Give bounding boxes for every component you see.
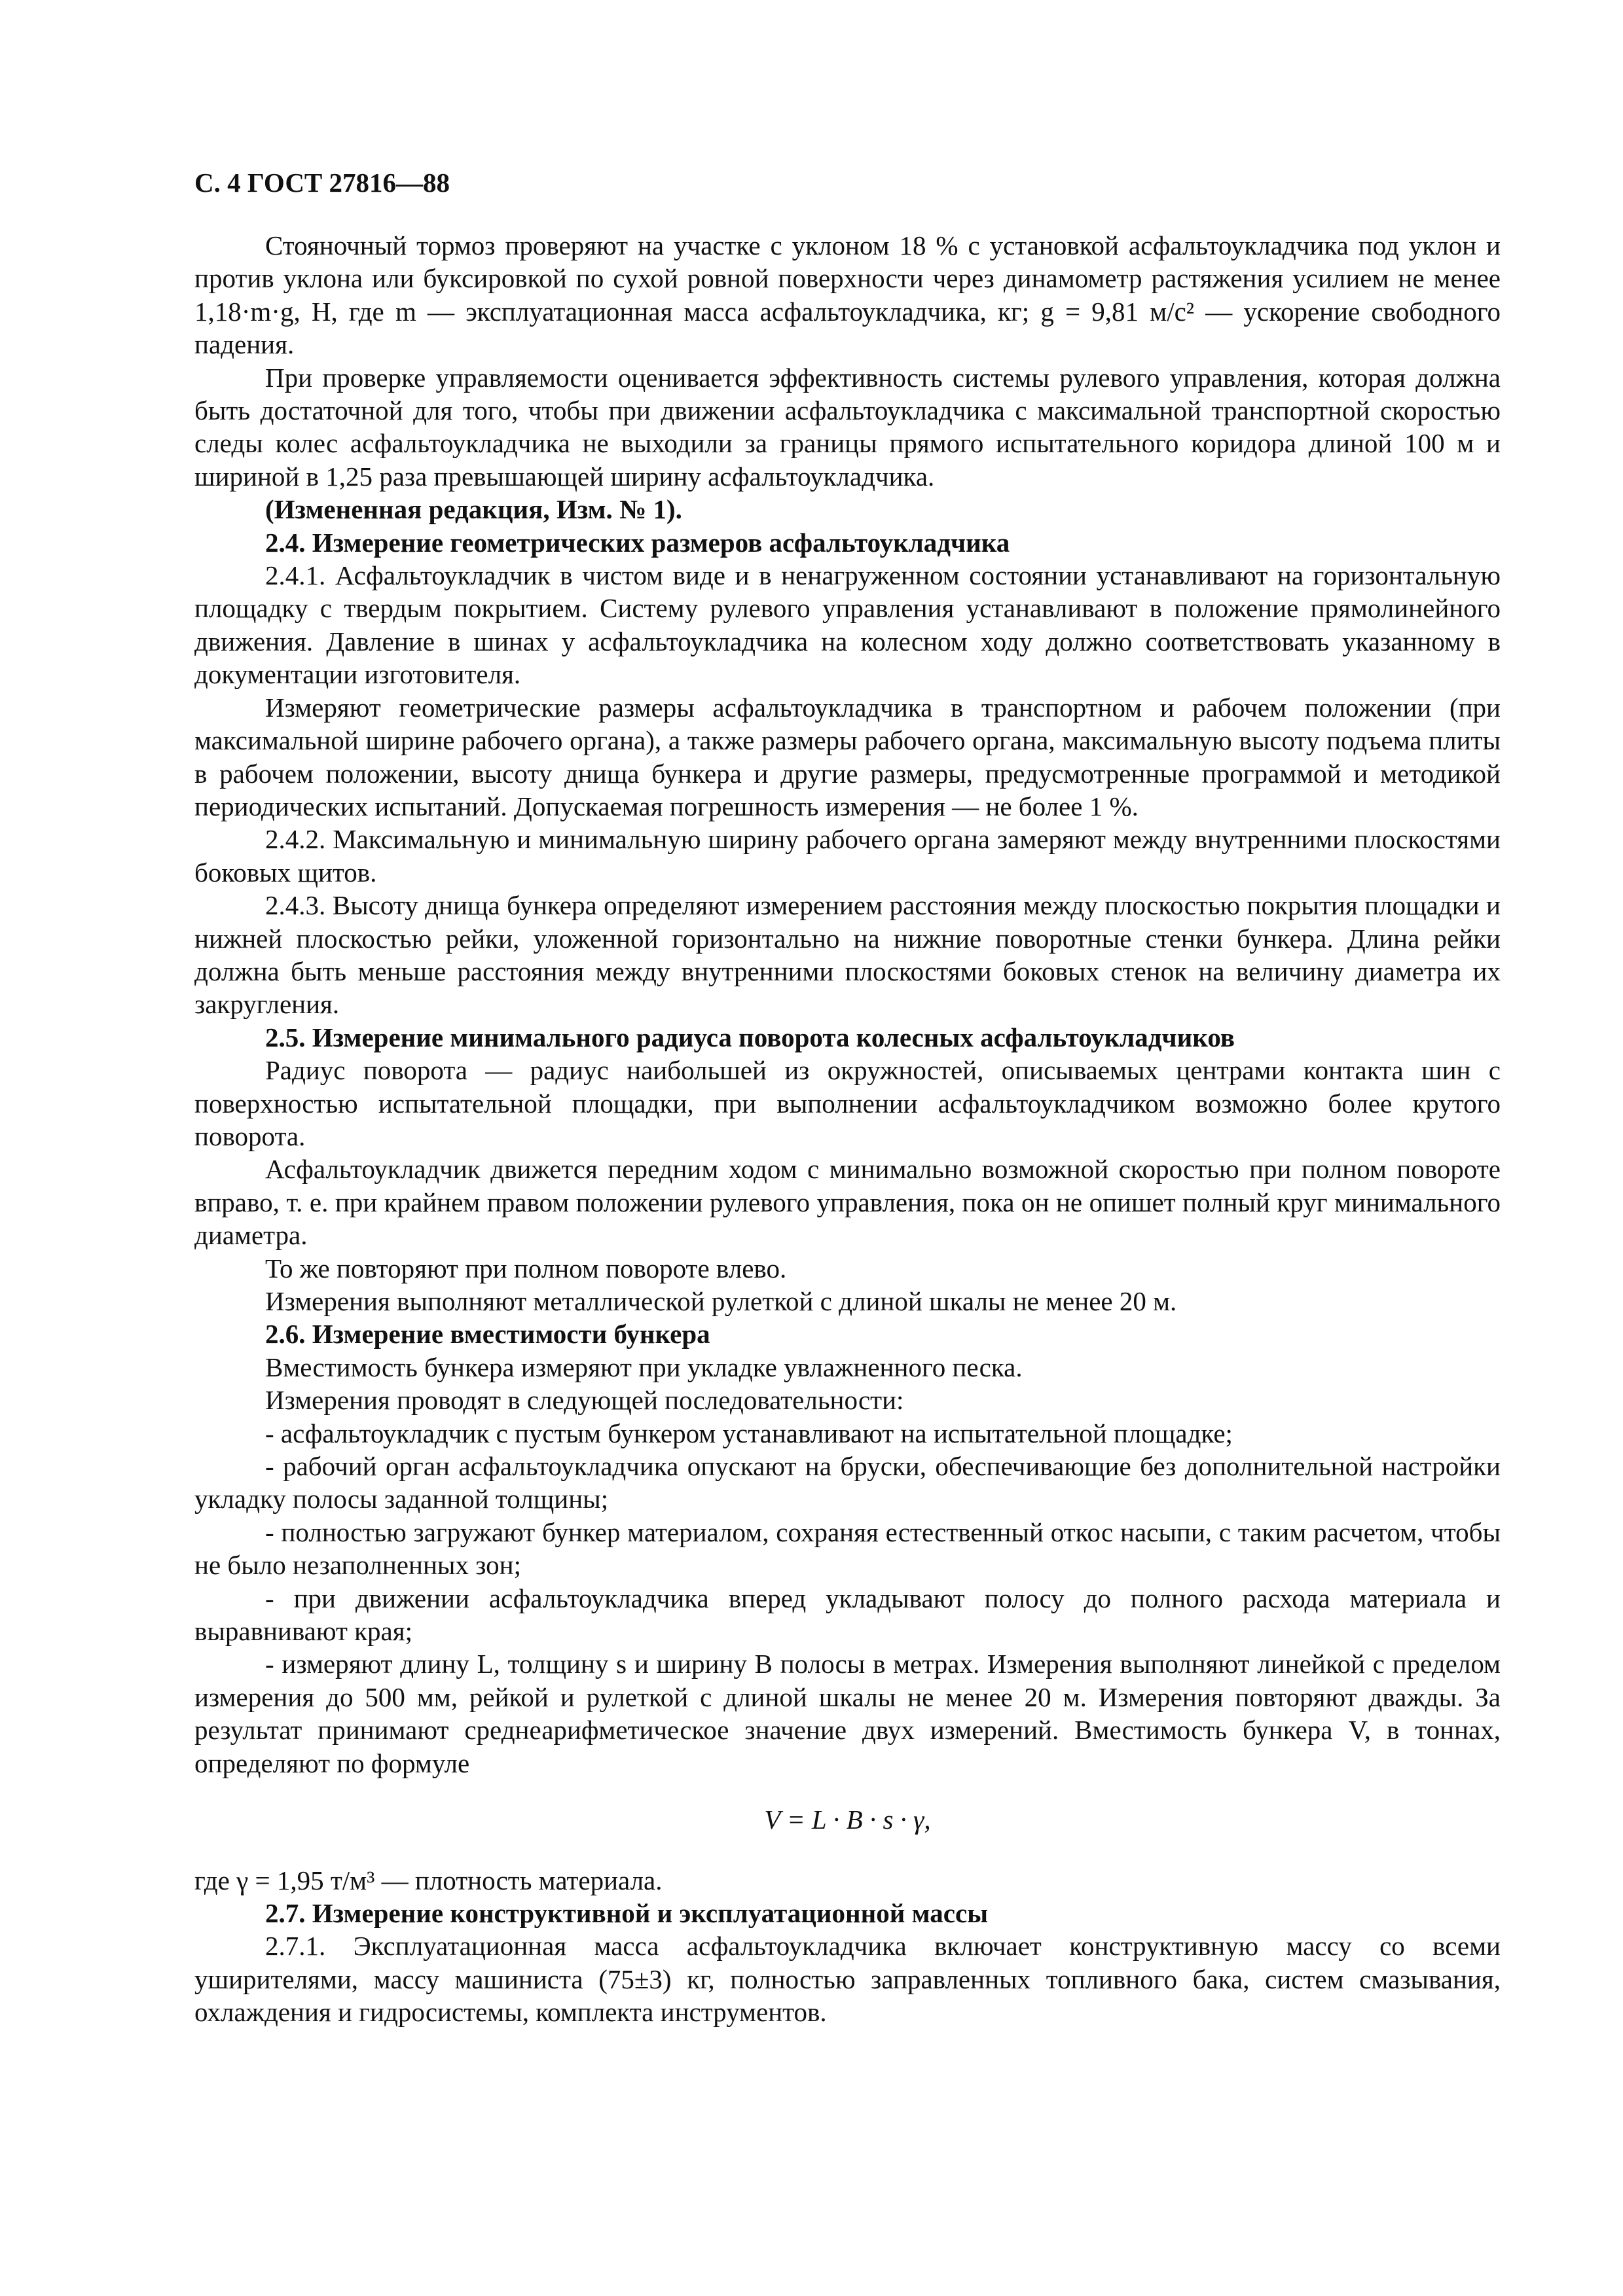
paragraph: Измерения выполняют металлической рулеткой с длиной шкалы не менее 20 м. — [265, 1286, 1177, 1316]
section-heading-2-6: 2.6. Измерение вместимости бункера — [265, 1319, 710, 1350]
list-item: - при движении асфальтоукладчика вперед укладывают полосу до полного расхода материала и выравнивают края; — [194, 1583, 1501, 1647]
list-item: - рабочий орган асфальтоукладчика опускают на бруски, обеспечивающие без дополнительной настройки укладку полосы заданной толщины; — [194, 1451, 1501, 1515]
paragraph: 2.4.2. Максимальную и минимальную ширину рабочего органа замеряют между внутренними плоскостями боковых щитов. — [194, 824, 1501, 888]
formula: V = L · B · s · γ, — [764, 1804, 931, 1835]
document-body — [194, 229, 1501, 2029]
paragraph: Измеряют геометрические размеры асфальтоукладчика в транспортном и рабочем положении (при максимальной ширине рабочего органа), а также размеры рабочего органа, максимальную высоту подъема плиты в рабочем положении, высоту днища бункера и другие размеры, предусмотренные программой и методикой периодических испытаний. Допускаемая погрешность измерения — не более 1 %. — [194, 692, 1501, 821]
paragraph: 2.4.1. Асфальтоукладчик в чистом виде и в ненагруженном состоянии устанавливают на горизонтальную площадку с твердым покрытием. Систему рулевого управления устанавливают в положение прямолинейного движения. Давление в шинах у асфальтоукладчика на колесном ходу должно соответствовать указанному в документации изготовителя. — [194, 560, 1501, 690]
list-item: - полностью загружают бункер материалом, сохраняя естественный откос насыпи, с таким расчетом, чтобы не было незаполненных зон; — [194, 1516, 1501, 1581]
paragraph: То же повторяют при полном повороте влево. — [265, 1253, 787, 1283]
paragraph: Радиус поворота — радиус наибольшей из окружностей, описываемых центрами контакта шин с поверхностью испытательной площадки, при выполнении асфальтоукладчиком возможно более крутого поворота. — [194, 1055, 1501, 1151]
section-heading-2-5: 2.5. Измерение минимального радиуса поворота колесных асфальтоукладчиков — [265, 1022, 1235, 1052]
formula-explanation: где γ = 1,95 т/м³ — плотность материала. — [194, 1865, 663, 1895]
list-item: - измеряют длину L, толщину s и ширину B полосы в метрах. Измерения выполняют линейкой с пределом измерения до 500 мм, рейкой и рулеткой с длиной шкалы не менее 20 м. Измерения повторяют дважды. За результат принимают среднеарифметическое значение двух измерений. Вместимость бункера V, в тоннах, определяют по формуле — [194, 1649, 1501, 1778]
paragraph: При проверке управляемости оценивается эффективность системы рулевого управления, которая должна быть достаточной для того, чтобы при движении асфальтоукладчика с максимальной транспортной скоростью следы колес асфальтоукладчика не выходили за границы прямого испытательного коридора длиной 100 м и шириной в 1,25 раза превышающей ширину асфальтоукладчика. — [194, 362, 1501, 492]
paragraph: Измерения проводят в следующей последовательности: — [265, 1385, 904, 1416]
section-heading-2-7: 2.7. Измерение конструктивной и эксплуатационной массы — [265, 1897, 989, 1928]
page-header: С. 4 ГОСТ 27816—88 — [194, 168, 450, 198]
paragraph: 2.7.1. Эксплуатационная масса асфальтоукладчика включает конструктивную массу со всеми уширителями, массу машиниста (75±3) кг, полностью заправленных топливного бака, систем смазывания, охлаждения и гидросистемы, комплекта инструментов. — [194, 1931, 1501, 2028]
section-heading-2-4: 2.4. Измерение геометрических размеров асфальтоукладчика — [265, 527, 1010, 558]
paragraph: Асфальтоукладчик движется передним ходом с минимально возможной скоростью при полном повороте вправо, т. е. при крайнем правом положении рулевого управления, пока он не опишет полный круг минимального диаметра. — [194, 1154, 1501, 1251]
amendment-note: (Измененная редакция, Изм. № 1). — [265, 494, 682, 525]
paragraph: Вместимость бункера измеряют при укладке увлажненного песка. — [265, 1352, 1023, 1382]
paragraph: 2.4.3. Высоту днища бункера определяют измерением расстояния между плоскостью покрытия площадки и нижней плоскостью рейки, уложенной горизонтально на нижние поворотные стенки бункера. Длина рейки должна быть меньше расстояния между внутренними плоскостями боковых стенок на величину диаметра их закругления. — [194, 890, 1501, 1020]
paragraph: Стояночный тормоз проверяют на участке с уклоном 18 % с установкой асфальтоукладчика под уклон и против уклона или буксировкой по сухой ровной поверхности через динамометр растяжения усилием не менее 1,18·m·g, Н, где m — эксплуатационная масса асфальтоукладчика, кг; g = 9,81 м/с² — ускорение свободного падения. — [194, 230, 1501, 360]
list-item: - асфальтоукладчик с пустым бункером устанавливают на испытательной площадке; — [265, 1418, 1233, 1448]
